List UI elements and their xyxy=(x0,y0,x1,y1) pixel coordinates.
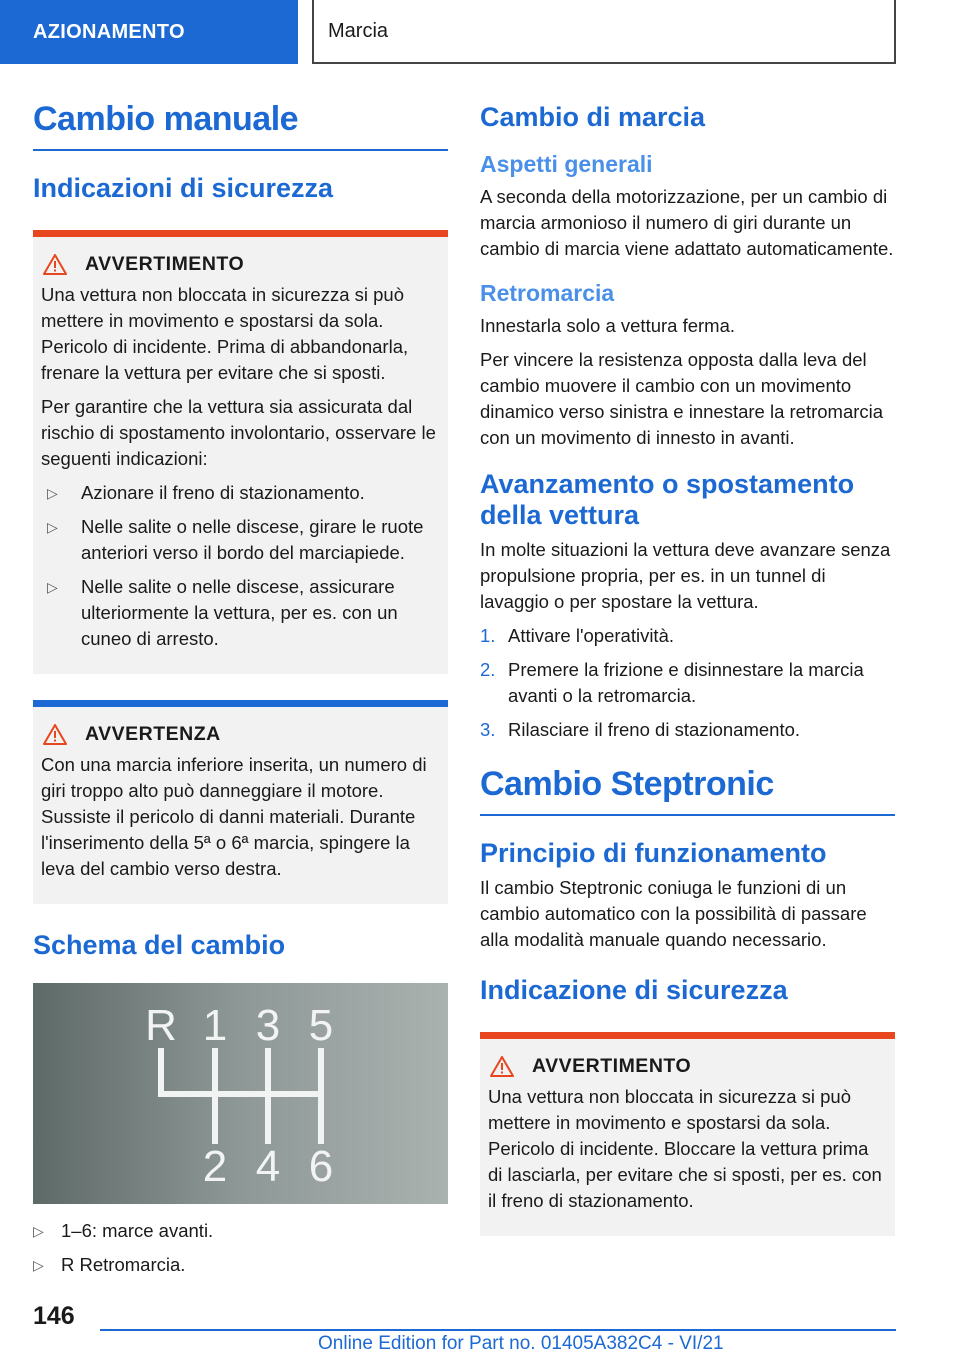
triangle-bullet-icon: ▷ xyxy=(47,579,58,596)
gear-label-1: 1 xyxy=(202,1001,228,1051)
warning-title: AVVERTIMENTO xyxy=(85,253,245,276)
topic-label: Marcia xyxy=(328,19,389,42)
warning-box xyxy=(480,1032,895,1236)
step-item: 1. Attivare l'operatività. xyxy=(480,625,674,647)
gear-label-5: 5 xyxy=(308,1001,334,1051)
general-text: A seconda della motorizzazione, per un cambio di marcia armonioso il numero di giri durante un cambio di marcia viene adattato automaticamente. xyxy=(480,186,894,260)
warning-text: Per garantire che la vettura sia assicurata dal rischio di spostamento involontario, osservare le seguenti indicazioni: xyxy=(41,396,436,470)
schema-list xyxy=(33,1218,448,1278)
footer-divider xyxy=(100,1329,896,1331)
page-number: 146 xyxy=(33,1302,75,1330)
right-column xyxy=(480,100,895,1236)
advance-heading: Avanzamento o spostamento della vettura xyxy=(480,469,855,531)
notice-box xyxy=(33,700,448,904)
section-tab: AZIONAMENTO xyxy=(0,0,298,64)
warning-icon xyxy=(43,254,67,275)
caution-icon xyxy=(43,724,67,745)
notice-text: Con una marcia inferiore inserita, un numero di giri troppo alto può danneggiare il motore. Sussiste il pericolo di danni materiali. Durante l'inserimento della 5ª o 6ª marcia, spingere la leva del cambio verso destra. xyxy=(41,754,427,880)
topic-header xyxy=(312,0,896,64)
warning-text: Una vettura non bloccata in sicurezza si può mettere in movimento e spostarsi da sola. Pericolo di incidente. Prima di abbandonarla, frenare la vettura per evitare che si sposti. xyxy=(41,284,409,384)
list-item: ▷ 1–6: marce avanti. xyxy=(33,1218,448,1244)
general-heading: Aspetti generali xyxy=(480,151,653,178)
schema-heading: Schema del cambio xyxy=(33,930,286,961)
list-item: ▷ Nelle salite o nelle discese, girare le ruote anteriori verso il bordo del marciapiede. xyxy=(47,516,424,564)
principle-text: Il cambio Steptronic coniuga le funzioni di un cambio automatico con la possibilità di passare alla modalità manuale quando necessario. xyxy=(480,877,867,951)
warning-box xyxy=(33,230,448,674)
triangle-bullet-icon: ▷ xyxy=(47,519,58,536)
gear-label-2: 2 xyxy=(202,1142,228,1192)
safety-heading: Indicazioni di sicurezza xyxy=(33,173,334,203)
gear-label-3: 3 xyxy=(255,1001,281,1051)
gear-label-4: 4 xyxy=(255,1142,281,1192)
steps-list xyxy=(480,623,895,743)
step-item: 2. Premere la frizione e disinnestare la marcia avanti o la retromarcia. xyxy=(480,659,864,707)
triangle-bullet-icon: ▷ xyxy=(33,1257,44,1274)
safety-heading-right: Indicazione di sicurezza xyxy=(480,975,788,1006)
list-item: ▷ Azionare il freno di stazionamento. xyxy=(41,480,440,506)
list-item: ▷ R Retromarcia. xyxy=(33,1252,448,1278)
warning-title: AVVERTIMENTO xyxy=(532,1055,692,1078)
triangle-bullet-icon: ▷ xyxy=(33,1223,44,1240)
advance-text: In molte situazioni la vettura deve avanzare senza propulsione propria, per es. in un tunnel di lavaggio o per spostare la vettura. xyxy=(480,539,891,613)
step-item: 3. Rilasciare il freno di stazionamento. xyxy=(480,719,801,741)
page-title: Cambio manuale xyxy=(33,100,448,151)
warning-text: Una vettura non bloccata in sicurezza si può mettere in movimento e spostarsi da sola. Pericolo di incidente. Bloccare la vettura prima di lasciarla, per evitare che si sposti, per es. con il freno di stazionamento. xyxy=(488,1086,882,1212)
reverse-heading: Retromarcia xyxy=(480,280,615,307)
triangle-bullet-icon: ▷ xyxy=(47,485,58,502)
principle-heading: Principio di funzionamento xyxy=(480,838,827,869)
notice-title: AVVERTENZA xyxy=(85,723,221,746)
reverse-text: Innestarla solo a vettura ferma. xyxy=(480,315,736,337)
gear-shift-diagram xyxy=(33,983,448,1204)
reverse-text: Per vincere la resistenza opposta dalla leva del cambio muovere il cambio con un movimento dinamico verso sinistra e innestare la retromarcia con un movimento di innesto in avanti. xyxy=(480,349,884,449)
steptronic-title: Cambio Steptronic xyxy=(480,765,895,816)
left-column xyxy=(33,100,448,1286)
list-item: ▷ Nelle salite o nelle discese, assicurare ulteriormente la vettura, per es. con un cuneo di arresto. xyxy=(47,576,398,650)
gear-label-6: 6 xyxy=(308,1142,334,1192)
warning-icon xyxy=(490,1056,514,1077)
gear-label-r: R xyxy=(145,1001,177,1051)
edition-footer: Online Edition for Part no. 01405A382C4 - VI/21 xyxy=(318,1333,724,1354)
warning-list xyxy=(41,480,440,652)
gear-change-heading: Cambio di marcia xyxy=(480,102,706,132)
